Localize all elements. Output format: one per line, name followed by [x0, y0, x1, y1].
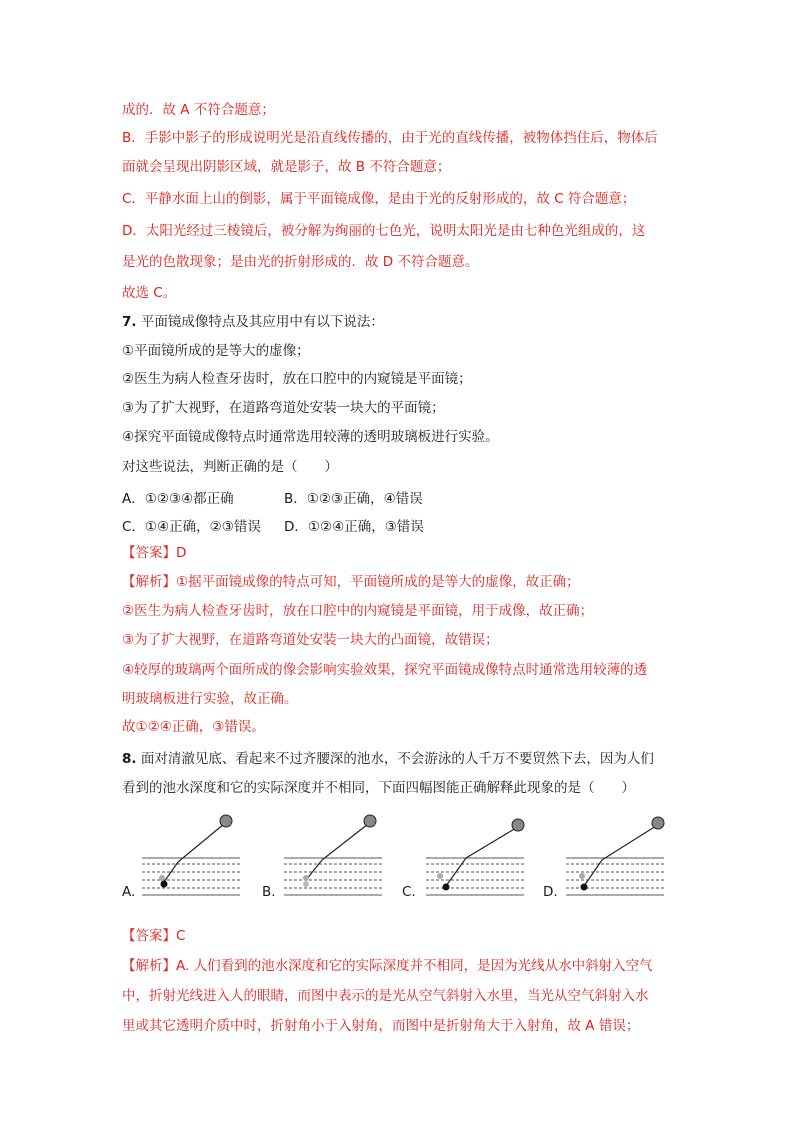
analysis-line: ②医生为病人检查牙齿时，放在口腔中的内窥镜是平面镜，用于成像，故正确；	[122, 603, 594, 619]
question-7-stem	[122, 313, 384, 331]
question-8-stem	[122, 750, 654, 768]
question-number: 8.	[122, 751, 137, 767]
option-b: B．①②③正确，④错误	[284, 491, 423, 507]
analysis-line: ④较厚的玻璃两个面所成的像会影响实验效果，探究平面镜成像特点时通常选用较薄的透	[122, 662, 648, 678]
refraction-diagram-d	[566, 812, 676, 904]
option-c: C．①④正确，②③错误	[122, 519, 261, 535]
analysis-line: 是光的色散现象；是由光的折射形成的．故 D 不符合题意。	[122, 254, 479, 270]
question-prompt: 对这些说法，判断正确的是（ ）	[122, 459, 338, 475]
question-text: 看到的池水深度和它的实际深度并不相同，下面四幅图能正确解释此现象的是（ ）	[122, 780, 635, 796]
figure-a	[142, 812, 252, 904]
figure-label-b: B.	[262, 884, 276, 900]
question-number: 7.	[122, 314, 137, 330]
statement: ①平面镜所成的是等大的虚像；	[122, 343, 310, 359]
analysis-line: 故选 C。	[122, 285, 177, 301]
analysis-line: 故①②④正确，③错误。	[122, 719, 265, 735]
refraction-diagram-a	[142, 812, 252, 904]
figure-label-d: D.	[543, 884, 558, 900]
analysis-line: 面就会呈现出阴影区域，就是影子，故 B 不符合题意；	[122, 159, 451, 175]
option-d: D．①②④正确，③错误	[284, 519, 424, 535]
analysis-line: 里或其它透明介质中时，折射角小于入射角，而图中是折射角大于入射角，故 A 错误；	[122, 1018, 640, 1034]
question-text: 平面镜成像特点及其应用中有以下说法：	[140, 314, 384, 330]
statement: ③为了扩大视野，在道路弯道处安装一块大的平面镜；	[122, 400, 445, 416]
analysis-line: D．太阳光经过三棱镜后，被分解为绚丽的七色光，说明太阳光是由七种色光组成的，这	[122, 223, 646, 239]
statement: ②医生为病人检查牙齿时，放在口腔中的内窥镜是平面镜；	[122, 371, 472, 387]
figure-label-c: C.	[402, 884, 416, 900]
answer-label: 【答案】C	[122, 928, 186, 944]
analysis-line: 成的．故 A 不符合题意；	[122, 102, 275, 118]
analysis-line: 明玻璃板进行实验，故正确。	[122, 691, 298, 707]
figure-b	[284, 812, 394, 904]
figure-label-a: A.	[122, 884, 136, 900]
analysis-line: ③为了扩大视野，在道路弯道处安装一块大的凸面镜，故错误；	[122, 632, 499, 648]
option-a: A．①②③④都正确	[122, 491, 234, 507]
figure-d	[566, 812, 676, 904]
figure-c	[426, 812, 536, 904]
question-text: 面对清澈见底、看起来不过齐腰深的池水，不会游泳的人千万不要贸然下去，因为人们	[140, 751, 654, 767]
analysis-line: 中，折射光线进入人的眼睛，而图中表示的是光从空气斜射入水里，当光从空气斜射入水	[122, 988, 649, 1004]
analysis-line: C．平静水面上山的倒影，属于平面镜成像，是由于光的反射形成的，故 C 符合题意；	[122, 191, 636, 207]
analysis-line: 【解析】A. 人们看到的池水深度和它的实际深度并不相同，是因为光线从水中斜射入空气	[122, 958, 653, 974]
refraction-diagram-b	[284, 812, 394, 904]
refraction-diagram-c	[426, 812, 536, 904]
answer-label: 【答案】D	[122, 545, 187, 561]
analysis-line: B．手影中影子的形成说明光是沿直线传播的，由于光的直线传播，被物体挡住后，物体后	[122, 130, 658, 146]
analysis-line: 【解析】①据平面镜成像的特点可知，平面镜所成的是等大的虚像，故正确；	[122, 574, 580, 590]
statement: ④探究平面镜成像特点时通常选用较薄的透明玻璃板进行实验。	[122, 429, 499, 445]
